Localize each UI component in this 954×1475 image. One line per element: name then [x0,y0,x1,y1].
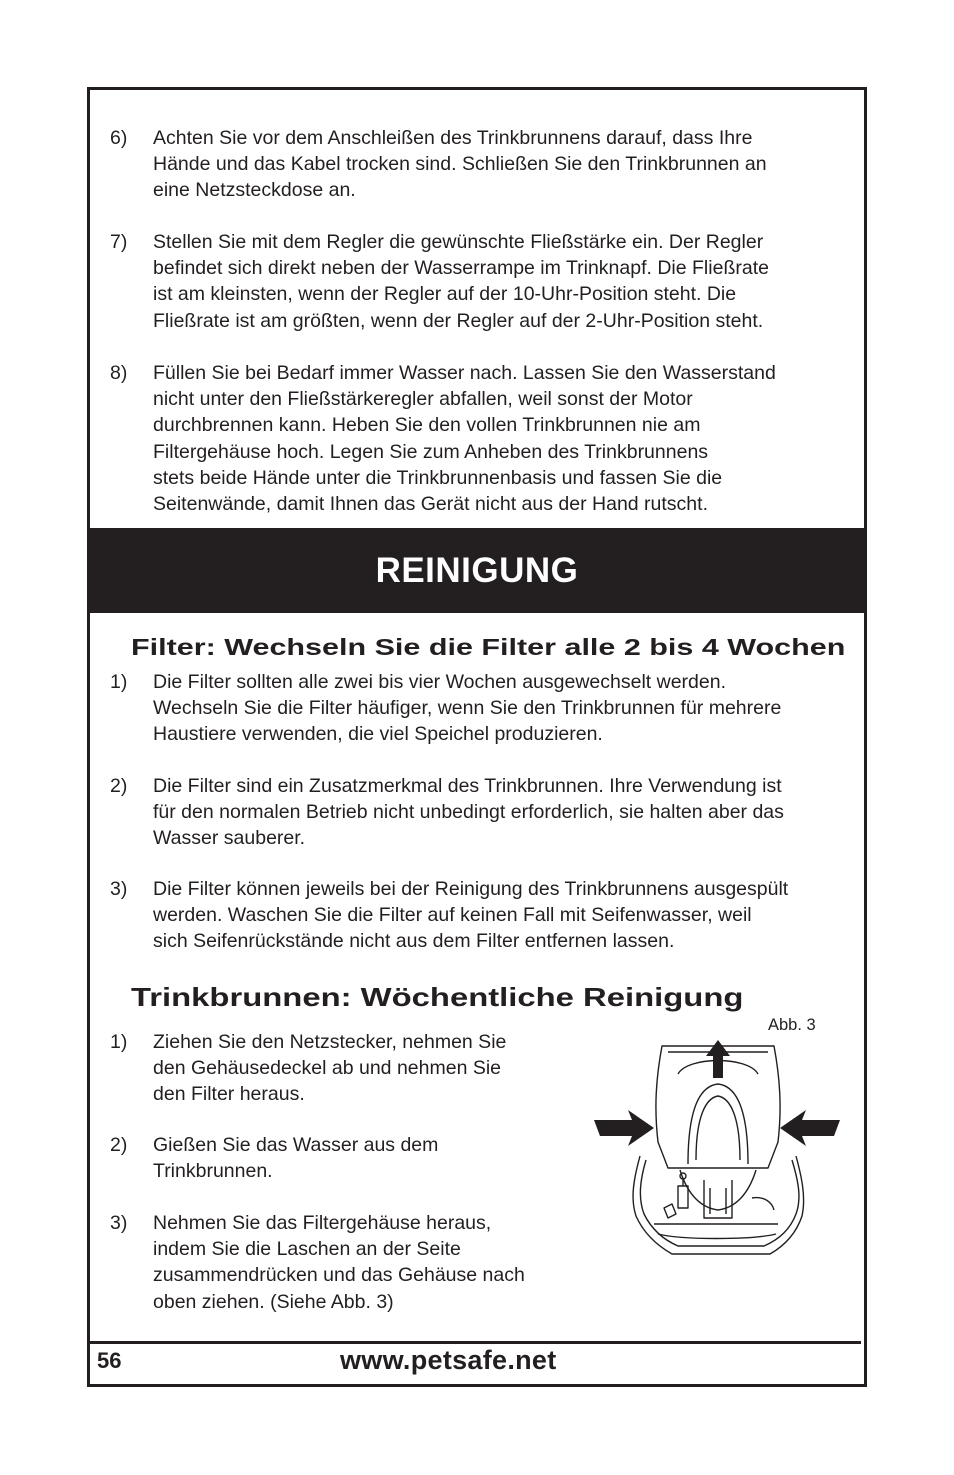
step-line: indem Sie die Laschen an der Seite [153,1238,461,1261]
step-number: 1) [110,1031,128,1053]
step-line: den Gehäusedeckel ab und nehmen Sie [153,1057,502,1080]
step-number: 2) [110,775,128,797]
step-line: Ziehen Sie den Netzstecker, nehmen Sie [153,1031,507,1053]
step-line: Die Filter sollten alle zwei bis vier Wochen ausgewechselt werden. [153,671,726,693]
step-line: Die Filter können jeweils bei der Reinigung des Trinkbrunnens ausgespült [153,878,789,900]
step-line: Die Filter sind ein Zusatzmerkmal des Trinkbrunnen. Ihre Verwendung ist [153,775,782,797]
step-line: werden. Waschen Sie die Filter auf keinen Fall mit Seifenwasser, weil [153,904,752,927]
step-number: 7) [110,231,128,253]
step-number: 6) [110,127,128,149]
step-line: Gießen Sie das Wasser aus dem [153,1134,439,1156]
step-line: Filtergehäuse hoch. Legen Sie zum Anheben des Trinkbrunnens [153,440,709,463]
step-line: den Filter heraus. [153,1083,305,1106]
step-number: 3) [110,1212,128,1234]
filter-heading: Filter: Wechseln Sie die Filter alle 2 bis 4 Wochen [131,634,846,660]
arrow-right-icon [594,1110,654,1146]
step-line: befindet sich direkt neben der Wasserrampe im Trinknapf. Die Fließrate [153,257,769,280]
step-line: Wechseln Sie die Filter häufiger, wenn Sie den Trinkbrunnen für mehrere [153,697,782,720]
section-title: REINIGUNG [90,528,864,613]
step-line: stets beide Hände unter die Trinkbrunnenbasis und fassen Sie die [153,466,723,489]
step-line: durchbrennen kann. Heben Sie den vollen Trinkbrunnen nie am [153,414,701,437]
step-line: Nehmen Sie das Filtergehäuse heraus, [153,1212,492,1234]
step-line: Stellen Sie mit dem Regler die gewünschte Fließstärke ein. Der Regler [153,231,764,253]
step-number: 2) [110,1134,128,1156]
step-line: Füllen Sie bei Bedarf immer Wasser nach. Lassen Sie den Wasserstand [153,362,776,384]
fountain-base [633,1156,804,1254]
step-line: Hände und das Kabel trocken sind. Schließen Sie den Trinkbrunnen an [153,153,767,176]
filter-housing-figure [592,1038,842,1268]
step-line: sich Seifenrückstände nicht aus dem Filter entfernen lassen. [153,930,675,953]
step-line: für den normalen Betrieb nicht unbedingt erforderlich, sie halten aber das [153,801,784,824]
step-line: Fließrate ist am größten, wenn der Regler auf der 2-Uhr-Position steht. [153,309,764,332]
step-line: Wasser sauberer. [153,827,306,850]
step-number: 3) [110,878,128,900]
step-number: 1) [110,671,128,693]
step-number: 8) [110,362,128,384]
step-line: eine Netzsteckdose an. [153,179,356,202]
step-line: Trinkbrunnen. [153,1160,273,1183]
website-link[interactable]: www.petsafe.net [340,1345,557,1375]
weekly-heading: Trinkbrunnen: Wöchentliche Reinigung [131,982,744,1012]
step-line: Haustiere verwenden, die viel Speichel produzieren. [153,723,603,746]
step-line: zusammendrücken und das Gehäuse nach [153,1264,525,1287]
arrow-left-icon [780,1110,840,1146]
page-number: 56 [97,1348,122,1373]
step-line: Achten Sie vor dem Anschleißen des Trinkbrunnens darauf, dass Ihre [153,127,753,149]
page-footer [87,1341,861,1382]
step-line: nicht unter den Fließstärkeregler abfallen, weil sonst der Motor [153,388,693,411]
figure-caption: Abb. 3 [768,1016,816,1034]
step-line: oben ziehen. (Siehe Abb. 3) [153,1290,394,1313]
step-line: ist am kleinsten, wenn der Regler auf der 10-Uhr-Position steht. Die [153,283,737,306]
step-line: Seitenwände, damit Ihnen das Gerät nicht aus der Hand rutscht. [153,493,708,516]
